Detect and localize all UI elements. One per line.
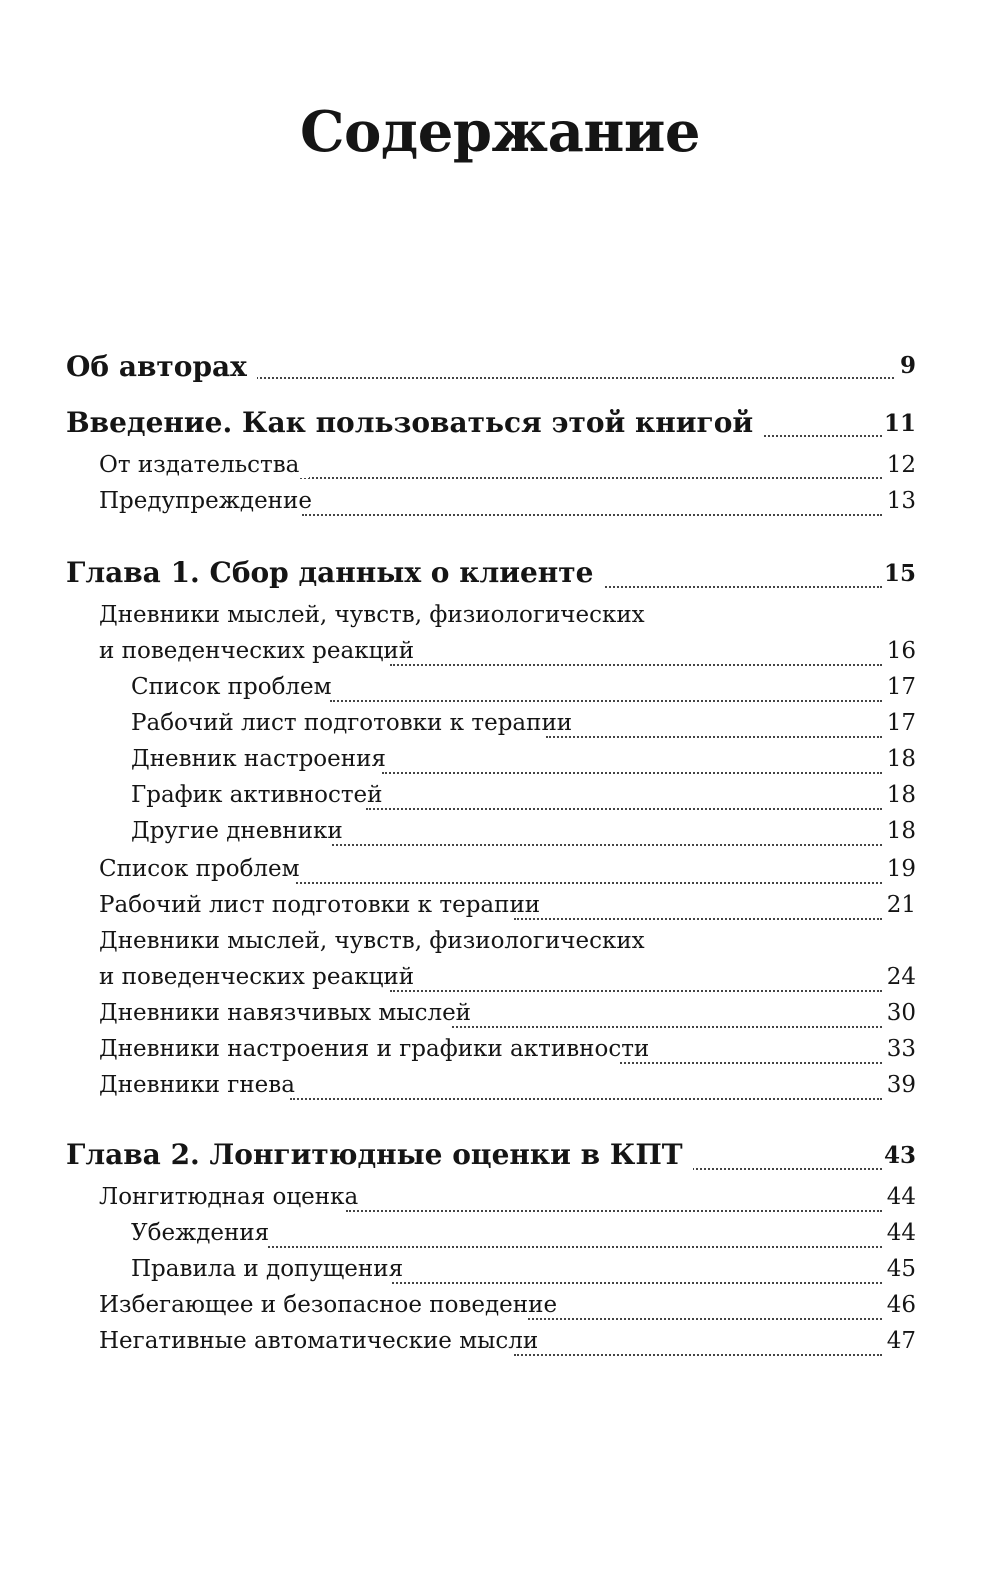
- toc-entry-therapy-prep[interactable]: [0, 892, 1000, 926]
- toc-entry-warning[interactable]: [0, 488, 1000, 522]
- leader-dots: [330, 700, 882, 702]
- toc-entry-title: и поведенческих реакций: [99, 638, 424, 664]
- toc-entry-page: 39: [886, 1072, 916, 1098]
- toc-entry-activity-schedule-sub[interactable]: [0, 782, 1000, 816]
- toc-entry-page: 21: [886, 892, 916, 918]
- toc-entry-mood-diary-sub[interactable]: [0, 746, 1000, 780]
- toc-entry-title: Об авторах: [66, 350, 257, 383]
- toc-entry-page: 19: [886, 856, 916, 882]
- toc-entry-rules-assumptions[interactable]: [0, 1256, 1000, 1290]
- toc-entry-page: 9: [899, 352, 916, 379]
- toc-entry-avoidance-behaviour[interactable]: [0, 1292, 1000, 1326]
- toc-entry-title: От издательства: [99, 452, 309, 478]
- toc-entry-page: 47: [886, 1328, 916, 1354]
- leader-dots: [302, 514, 882, 516]
- leader-dots: [382, 772, 882, 774]
- toc-entry-title: Дневник настроения: [131, 746, 396, 772]
- toc-entry-title: Список проблем: [131, 674, 342, 700]
- toc-entry-page: 46: [886, 1292, 916, 1318]
- leader-dots: [296, 882, 882, 884]
- toc-entry-therapy-prep-sub[interactable]: [0, 710, 1000, 744]
- leader-dots: [390, 664, 882, 666]
- toc-entry-title: Другие дневники: [131, 818, 353, 844]
- toc-entry-title: Глава 2. Лонгитюдные оценки в КПТ: [66, 1138, 693, 1171]
- toc-entry-title: Глава 1. Сбор данных о клиенте: [66, 556, 603, 589]
- toc-entry-problem-list[interactable]: [0, 856, 1000, 890]
- leader-dots: [390, 990, 882, 992]
- toc-entry-page: 44: [886, 1220, 916, 1246]
- toc-entry-page: 13: [886, 488, 916, 514]
- toc-entry-about-authors[interactable]: [0, 348, 1000, 388]
- toc-entry-page: 17: [886, 674, 916, 700]
- toc-entry-title: Дневники настроения и графики активности: [99, 1036, 659, 1062]
- toc-entry-title: Дневники гнева: [99, 1072, 305, 1098]
- toc-entry-chapter-1[interactable]: [0, 556, 1000, 596]
- toc-entry-longitudinal-assessment[interactable]: [0, 1184, 1000, 1218]
- leader-dots: [332, 844, 882, 846]
- toc-entry-page: 30: [886, 1000, 916, 1026]
- toc-entry-title: Введение. Как пользоваться этой книгой: [66, 406, 763, 439]
- leader-dots: [528, 1318, 882, 1320]
- toc-entry-other-diaries-sub[interactable]: [0, 818, 1000, 852]
- toc-entry-title: Правила и допущения: [131, 1256, 413, 1282]
- toc-entry-title: Избегающее и безопасное поведение: [99, 1292, 567, 1318]
- toc-entry-title: Негативные автоматические мысли: [99, 1328, 548, 1354]
- toc-entry-title-line1: Дневники мыслей, чувств, физиологических: [99, 928, 655, 954]
- leader-dots: [514, 918, 882, 920]
- toc-entry-title: Список проблем: [99, 856, 310, 882]
- toc-entry-page: 33: [886, 1036, 916, 1062]
- toc-entry-obsessive-diaries[interactable]: [0, 1000, 1000, 1034]
- toc-entry-page: 44: [886, 1184, 916, 1210]
- leader-dots: [228, 377, 894, 379]
- toc-entry-page: 17: [886, 710, 916, 736]
- toc-entry-negative-thoughts[interactable]: [0, 1328, 1000, 1362]
- toc-entry-mood-diaries[interactable]: [0, 1036, 1000, 1070]
- toc-entry-title: График активностей: [131, 782, 393, 808]
- toc-entry-page: 18: [886, 746, 916, 772]
- toc-entry-introduction[interactable]: [0, 404, 1000, 444]
- toc-entry-title: Лонгитюдная оценка: [99, 1184, 368, 1210]
- toc-entry-problem-list-sub[interactable]: [0, 674, 1000, 708]
- toc-entry-title: Дневники навязчивых мыслей: [99, 1000, 481, 1026]
- toc-entry-page: 16: [886, 638, 916, 664]
- toc-entry-page: 45: [886, 1256, 916, 1282]
- toc-entry-page: 12: [886, 452, 916, 478]
- leader-dots: [346, 1210, 882, 1212]
- toc-entry-title: Предупреждение: [99, 488, 322, 514]
- toc-entry-title-line1: Дневники мыслей, чувств, физиологических: [99, 602, 655, 628]
- toc-entry-page: 18: [886, 782, 916, 808]
- toc-entry-page: 15: [883, 560, 916, 587]
- leader-dots: [514, 1354, 882, 1356]
- toc-entry-thought-diaries-2[interactable]: [0, 928, 1000, 998]
- toc-entry-beliefs[interactable]: [0, 1220, 1000, 1254]
- leader-dots: [300, 477, 882, 479]
- toc-entry-page: 18: [886, 818, 916, 844]
- page-title: Содержание: [299, 99, 700, 165]
- leader-dots: [366, 808, 882, 810]
- toc-entry-title: Убеждения: [131, 1220, 279, 1246]
- toc-entry-page: 11: [883, 410, 916, 437]
- toc-entry-chapter-2[interactable]: [0, 1138, 1000, 1178]
- leader-dots: [452, 1026, 882, 1028]
- toc-entry-page: 24: [886, 964, 916, 990]
- leader-dots: [620, 1062, 882, 1064]
- toc-entry-page: 43: [883, 1142, 916, 1169]
- toc-entry-publisher-note[interactable]: [0, 452, 1000, 486]
- leader-dots: [546, 736, 882, 738]
- leader-dots: [392, 1282, 882, 1284]
- toc-entry-thought-diaries[interactable]: [0, 602, 1000, 672]
- toc-entry-title: и поведенческих реакций: [99, 964, 424, 990]
- toc-entry-anger-diaries[interactable]: [0, 1072, 1000, 1106]
- leader-dots: [268, 1246, 882, 1248]
- leader-dots: [290, 1098, 882, 1100]
- toc-entry-title: Рабочий лист подготовки к терапии: [99, 892, 550, 918]
- toc-entry-title: Рабочий лист подготовки к терапии: [131, 710, 582, 736]
